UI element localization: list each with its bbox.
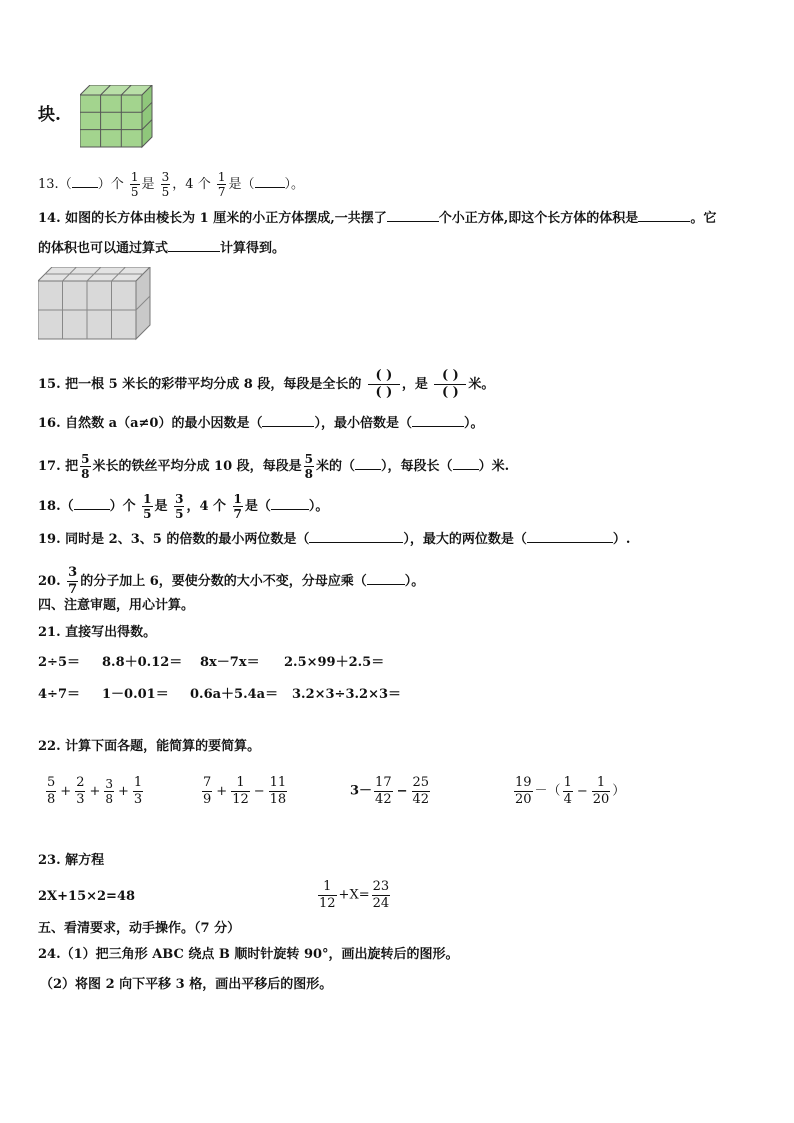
question-20: 20. $\frac{3}{7}$ 的分子加上 6，要使分数的大小不变，分母应乘（ ）。 [38, 565, 425, 597]
question-24-line1: 24.（1）把三角形 ABC 绕点 B 顺时针旋转 90°，画出旋转后的图形。 [38, 947, 459, 962]
equation-2: $\frac{1}{12}$ +X= $\frac{23}{24}$ [319, 879, 390, 911]
question-14-line1: 14. 如图的长方体由棱长为 1 厘米的小正方体摆成,一共摆了 个小正方体,即这个长方体的体积是 。它 [38, 211, 717, 226]
fraction: $\frac{3}{7}$ [68, 565, 78, 597]
section-4-title: 四、注意审题，用心计算。 [38, 598, 195, 613]
question-14-line2: 的体积也可以通过算式 计算得到。 [38, 241, 286, 256]
question-22-title: 22. 计算下面各题，能简算的要简算。 [38, 739, 261, 754]
question-19: 19. 同时是 2、3、5 的倍数的最小两位数是（ ），最大的两位数是（ ）. [38, 532, 631, 547]
fraction: $\frac{3}{5}$ [161, 170, 170, 199]
fraction: $\frac{1}{5}$ [143, 492, 152, 521]
question-17: 17. 把 $\frac{5}{8}$ 米长的铁丝平均分成 10 段，每段是 $\frac{5}{8}$ 米的（ ），每段长（ ）米. [38, 452, 510, 481]
question-16: 16. 自然数 a（a≠0）的最小因数是（ ），最小倍数是（ ）。 [38, 416, 484, 431]
fraction: $\frac{1}{7}$ [233, 492, 242, 521]
calc-item: 4÷7＝ [38, 687, 80, 702]
fraction: $\frac{5}{8}$ [304, 452, 314, 481]
expression-4: $\frac{19}{20}$ －（ $\frac{1}{4}$ − $\frac{1}{20}$ ） [515, 775, 626, 807]
calc-item: 0.6a＋5.4a＝ [190, 687, 279, 702]
calc-item: 2÷5＝ [38, 655, 80, 670]
fraction: $\frac{5}{8}$ [81, 452, 90, 481]
question-13: 13.（ ）个 $\frac{1}{5}$ 是 $\frac{3}{5}$ ，4 个 $\frac{1}{7}$ 是（ ）。 [38, 170, 305, 199]
question-21-title: 21. 直接写出得数。 [38, 625, 157, 640]
question-15: 15. 把一根 5 米长的彩带平均分成 8 段，每段是全长的 ( ) ( ) ，是 ( ) ( ) 米。 [38, 368, 495, 400]
fraction: $\frac{1}{7}$ [217, 170, 226, 199]
cuboid-figure [38, 267, 152, 341]
calc-item: 3.2×3÷3.2×3＝ [292, 687, 402, 702]
answer-fraction-slot: ( ) ( ) [434, 368, 466, 401]
fraction: $\frac{1}{5}$ [130, 170, 139, 199]
fraction: $\frac{3}{5}$ [175, 492, 184, 521]
top-label: 块. [38, 105, 61, 125]
equation-1: 2X+15×2=48 [38, 889, 136, 904]
expression-3: 3－ $\frac{17}{42}$ − $\frac{25}{42}$ [350, 775, 430, 807]
question-18: 18.（ ）个 $\frac{1}{5}$ 是 $\frac{3}{5}$ ，4 个 $\frac{1}{7}$ 是（ ）。 [38, 492, 329, 521]
calc-item: 1－0.01＝ [102, 687, 169, 702]
expression-1: $\frac{5}{8}$ + $\frac{2}{3}$ + $\frac{3}{8}$ + $\frac{1}{3}$ [47, 775, 143, 807]
calc-item: 2.5×99＋2.5＝ [284, 655, 385, 670]
expression-2: $\frac{7}{9}$ + $\frac{1}{12}$ − $\frac{11}{18}$ [203, 775, 287, 807]
question-24-line2: （2）将图 2 向下平移 3 格，画出平移后的图形。 [40, 977, 333, 992]
calc-item: 8.8＋0.12＝ [102, 655, 183, 670]
answer-fraction-slot: ( ) ( ) [368, 368, 400, 401]
calc-item: 8x－7x＝ [200, 655, 260, 670]
cube-stack-figure [80, 85, 154, 149]
section-5-title: 五、看清要求，动手操作。（7 分） [38, 921, 241, 936]
question-23-title: 23. 解方程 [38, 853, 105, 868]
